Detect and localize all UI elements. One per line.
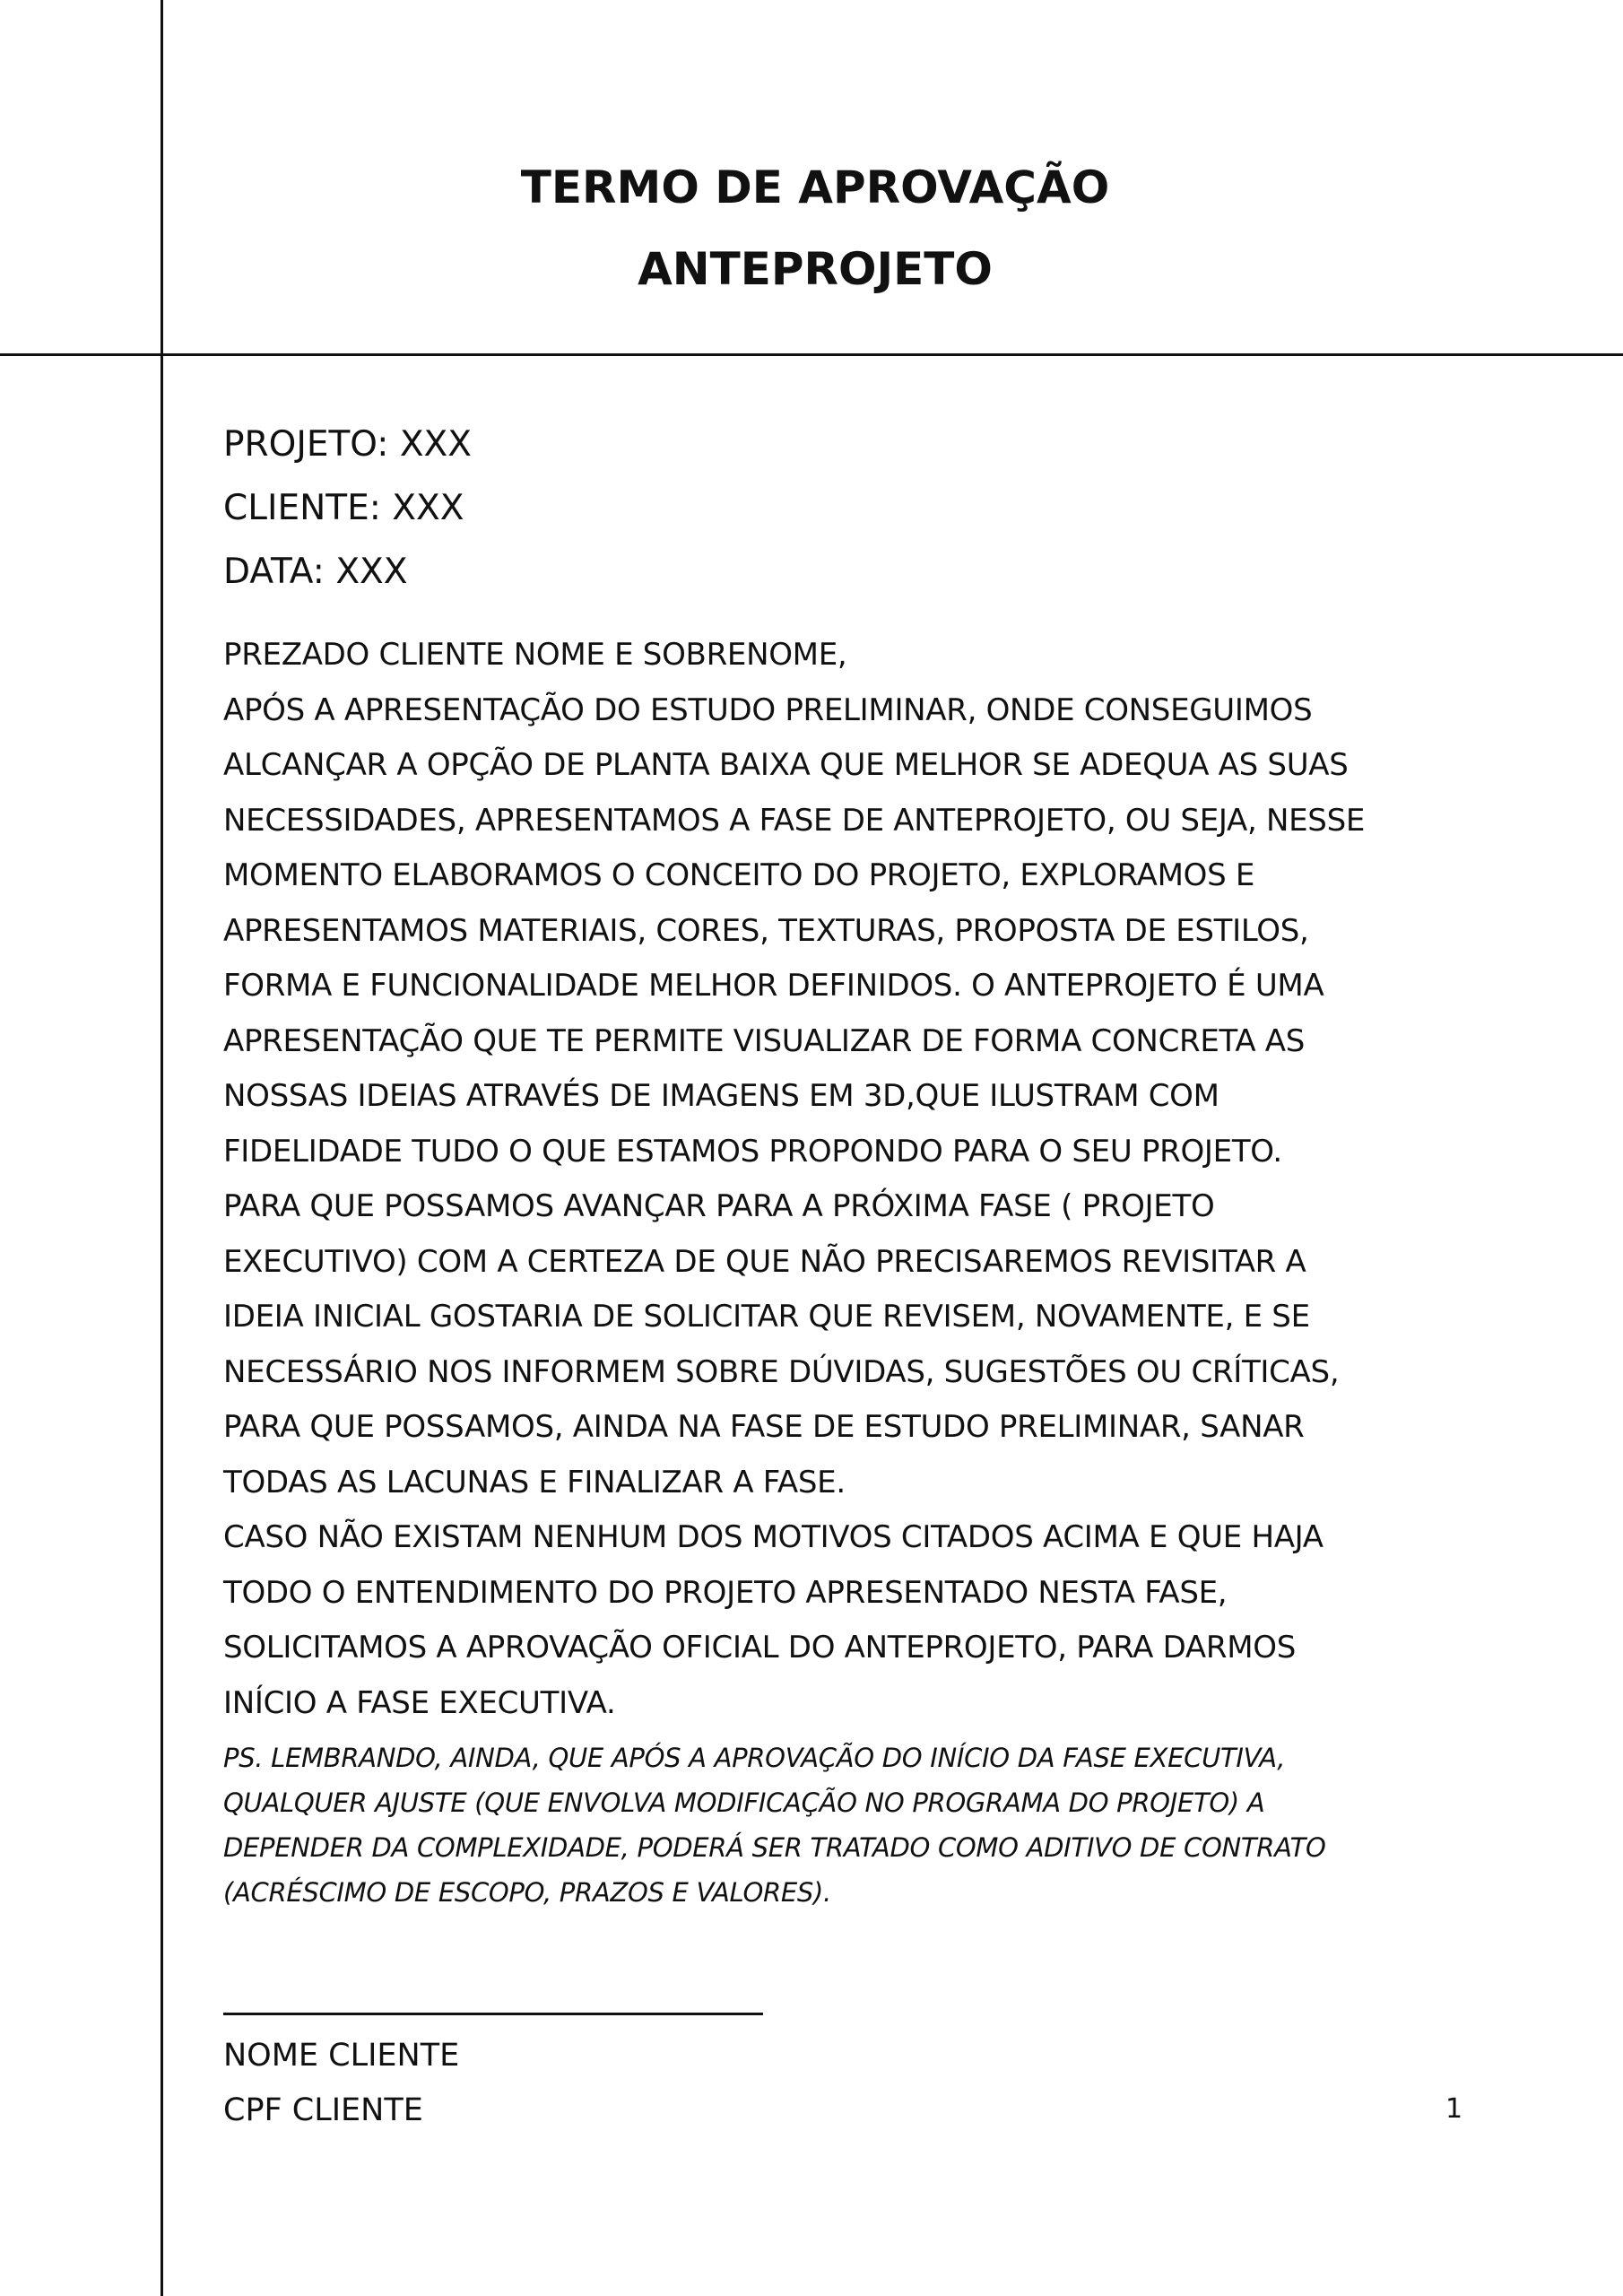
signature-line	[223, 2013, 763, 2015]
body-line: FORMA E FUNCIONALIDADE MELHOR DEFINIDOS. O ANTEPROJETO É UMA	[223, 968, 1324, 1004]
date-field: DATA: XXX	[223, 552, 408, 592]
postscript-line: PS. LEMBRANDO, AINDA, QUE APÓS A APROVAÇÃO DO INÍCIO DA FASE EXECUTIVA,	[223, 1743, 1286, 1773]
body-line: PARA QUE POSSAMOS AVANÇAR PARA A PRÓXIMA FASE ( PROJETO	[223, 1188, 1215, 1224]
body-line: MOMENTO ELABORAMOS O CONCEITO DO PROJETO, EXPLORAMOS E	[223, 857, 1255, 893]
document-title: TERMO DE APROVAÇÃO	[520, 161, 1110, 213]
postscript-line: DEPENDER DA COMPLEXIDADE, PODERÁ SER TRATADO COMO ADITIVO DE CONTRATO	[223, 1832, 1326, 1863]
client-field: CLIENTE: XXX	[223, 488, 464, 528]
body-line: APÓS A APRESENTAÇÃO DO ESTUDO PRELIMINAR, ONDE CONSEGUIMOS	[223, 691, 1313, 728]
letter-body	[223, 628, 1568, 1731]
postscript-line: (ACRÉSCIMO DE ESCOPO, PRAZOS E VALORES).	[223, 1877, 831, 1908]
client-name: NOME CLIENTE	[223, 2038, 460, 2074]
body-line: TODAS AS LACUNAS E FINALIZAR A FASE.	[223, 1464, 846, 1500]
body-line: CASO NÃO EXISTAM NENHUM DOS MOTIVOS CITADOS ACIMA E QUE HAJA	[223, 1519, 1324, 1555]
body-line: SOLICITAMOS A APROVAÇÃO OFICIAL DO ANTEPROJETO, PARA DARMOS	[223, 1630, 1296, 1665]
signature-block	[223, 2029, 459, 2138]
header-divider-line	[0, 353, 1623, 356]
body-line: APRESENTAÇÃO QUE TE PERMITE VISUALIZAR DE FORMA CONCRETA AS	[223, 1022, 1306, 1059]
body-line: PREZADO CLIENTE NOME E SOBRENOME,	[223, 637, 847, 673]
body-line: NOSSAS IDEIAS ATRAVÉS DE IMAGENS EM 3D,QUE ILUSTRAM COM	[223, 1078, 1219, 1114]
postscript-line: QUALQUER AJUSTE (QUE ENVOLVA MODIFICAÇÃO NO PROGRAMA DO PROJETO) A	[223, 1787, 1265, 1818]
document-subtitle: ANTEPROJETO	[638, 243, 993, 295]
left-border-line	[161, 0, 163, 2296]
project-field: PROJETO: XXX	[223, 424, 472, 465]
client-cpf: CPF CLIENTE	[223, 2092, 423, 2128]
body-line: TODO O ENTENDIMENTO DO PROJETO APRESENTADO NESTA FASE,	[223, 1574, 1228, 1611]
body-line: NECESSIDADES, APRESENTAMOS A FASE DE ANTEPROJETO, OU SEJA, NESSE	[223, 802, 1366, 839]
body-line: APRESENTAMOS MATERIAIS, CORES, TEXTURAS, PROPOSTA DE ESTILOS,	[223, 912, 1309, 949]
page-number: 1	[1445, 2093, 1463, 2125]
body-line: FIDELIDADE TUDO O QUE ESTAMOS PROPONDO PARA O SEU PROJETO.	[223, 1133, 1282, 1170]
body-line: INÍCIO A FASE EXECUTIVA.	[223, 1684, 616, 1721]
body-line: NECESSÁRIO NOS INFORMEM SOBRE DÚVIDAS, SUGESTÕES OU CRÍTICAS,	[223, 1353, 1340, 1390]
project-info	[223, 413, 472, 604]
body-line: EXECUTIVO) COM A CERTEZA DE QUE NÃO PRECISAREMOS REVISITAR A	[223, 1243, 1306, 1280]
postscript-note	[223, 1735, 1568, 1915]
body-line: IDEIA INICIAL GOSTARIA DE SOLICITAR QUE REVISEM, NOVAMENTE, E SE	[223, 1299, 1310, 1335]
body-line: PARA QUE POSSAMOS, AINDA NA FASE DE ESTUDO PRELIMINAR, SANAR	[223, 1409, 1305, 1445]
body-line: ALCANÇAR A OPÇÃO DE PLANTA BAIXA QUE MELHOR SE ADEQUA AS SUAS	[223, 747, 1349, 783]
